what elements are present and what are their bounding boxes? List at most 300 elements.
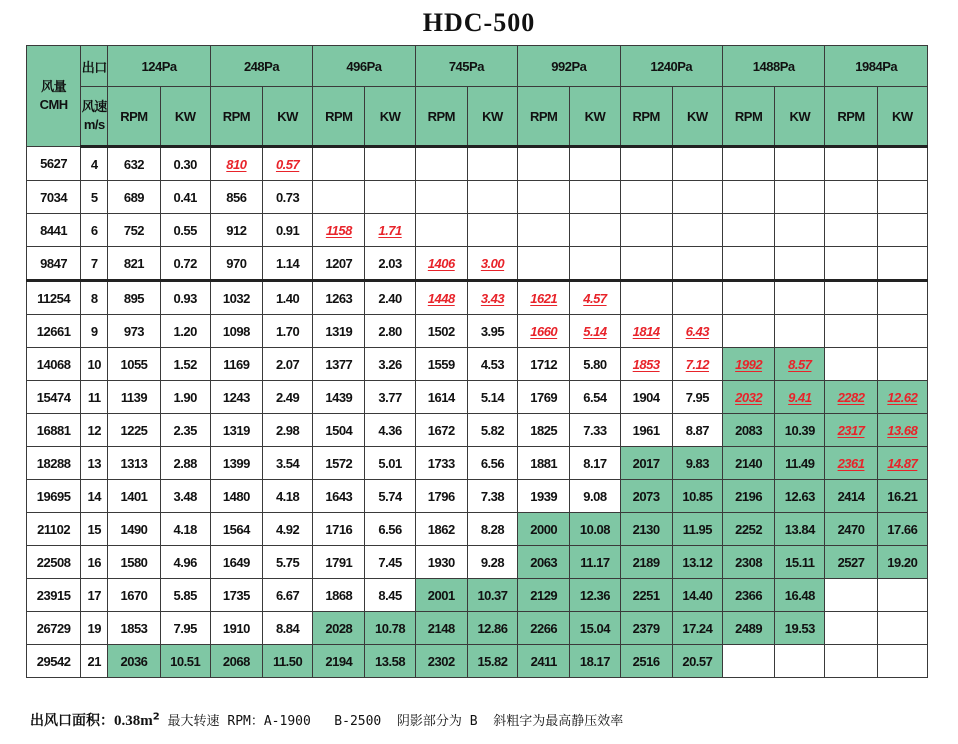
kw-cell: 11.49	[775, 447, 825, 480]
rpm-cell: 1139	[108, 381, 160, 414]
kw-cell: 10.78	[365, 612, 415, 645]
rpm-cell	[825, 315, 877, 348]
kw-cell: 6.56	[365, 513, 415, 546]
kw-cell	[672, 214, 722, 247]
table-row	[27, 447, 928, 480]
kw-cell: 9.28	[467, 546, 517, 579]
pressure-header: 124Pa	[108, 46, 210, 87]
kw-cell: 11.50	[263, 645, 313, 678]
rpm-cell: 1313	[108, 447, 160, 480]
rpm-cell: 2489	[722, 612, 774, 645]
kw-cell: 3.43	[467, 281, 517, 315]
rpm-cell: 1825	[518, 414, 570, 447]
kw-cell: 10.08	[570, 513, 620, 546]
kw-cell: 17.24	[672, 612, 722, 645]
kw-header: KW	[775, 87, 825, 147]
kw-cell: 5.74	[365, 480, 415, 513]
rpm-cell: 1490	[108, 513, 160, 546]
kw-cell: 2.49	[263, 381, 313, 414]
pressure-header: 248Pa	[210, 46, 312, 87]
kw-cell: 5.80	[570, 348, 620, 381]
rpm-cell	[518, 214, 570, 247]
kw-cell	[877, 147, 927, 181]
velocity-cell: 15	[81, 513, 108, 546]
kw-cell: 0.91	[263, 214, 313, 247]
rpm-cell: 2266	[518, 612, 570, 645]
rpm-cell: 1055	[108, 348, 160, 381]
rpm-cell	[415, 147, 467, 181]
kw-cell: 20.57	[672, 645, 722, 678]
rpm-cell	[313, 181, 365, 214]
kw-cell: 2.40	[365, 281, 415, 315]
airflow-cell: 8441	[27, 214, 81, 247]
kw-cell: 4.57	[570, 281, 620, 315]
kw-cell: 17.66	[877, 513, 927, 546]
rpm-cell: 2001	[415, 579, 467, 612]
kw-cell: 16.21	[877, 480, 927, 513]
rpm-cell: 632	[108, 147, 160, 181]
velocity-cell: 9	[81, 315, 108, 348]
airflow-unit: CMH	[39, 97, 68, 112]
kw-cell: 0.55	[160, 214, 210, 247]
velocity-cell: 5	[81, 181, 108, 214]
rpm-cell: 1769	[518, 381, 570, 414]
kw-cell: 12.86	[467, 612, 517, 645]
airflow-cell: 14068	[27, 348, 81, 381]
kw-cell: 3.00	[467, 247, 517, 281]
kw-cell: 2.88	[160, 447, 210, 480]
kw-cell	[672, 281, 722, 315]
rpm-cell: 821	[108, 247, 160, 281]
kw-cell	[877, 645, 927, 678]
kw-cell	[877, 214, 927, 247]
velocity-label: 风速	[81, 99, 107, 114]
rpm-cell: 2361	[825, 447, 877, 480]
kw-cell: 13.68	[877, 414, 927, 447]
kw-cell: 19.53	[775, 612, 825, 645]
kw-cell: 0.41	[160, 181, 210, 214]
airflow-header	[27, 46, 81, 147]
rpm-cell: 1580	[108, 546, 160, 579]
rpm-cell: 2196	[722, 480, 774, 513]
velocity-cell: 13	[81, 447, 108, 480]
rpm-cell: 2000	[518, 513, 570, 546]
rpm-cell: 973	[108, 315, 160, 348]
rpm-header: RPM	[620, 87, 672, 147]
kw-cell: 11.17	[570, 546, 620, 579]
kw-cell	[877, 247, 927, 281]
kw-cell	[672, 181, 722, 214]
kw-cell: 2.80	[365, 315, 415, 348]
kw-cell: 5.14	[467, 381, 517, 414]
rpm-cell: 1660	[518, 315, 570, 348]
rpm-cell: 1939	[518, 480, 570, 513]
velocity-header	[81, 87, 108, 147]
velocity-cell: 4	[81, 147, 108, 181]
kw-cell: 2.07	[263, 348, 313, 381]
airflow-cell: 12661	[27, 315, 81, 348]
pressure-header: 745Pa	[415, 46, 517, 87]
kw-cell: 1.20	[160, 315, 210, 348]
rpm-cell: 2414	[825, 480, 877, 513]
table-row	[27, 414, 928, 447]
rpm-cell: 2470	[825, 513, 877, 546]
airflow-cell: 29542	[27, 645, 81, 678]
kw-cell: 7.95	[160, 612, 210, 645]
table-row	[27, 348, 928, 381]
velocity-cell: 16	[81, 546, 108, 579]
rpm-cell: 895	[108, 281, 160, 315]
rpm-header: RPM	[825, 87, 877, 147]
table-row	[27, 315, 928, 348]
kw-cell: 7.95	[672, 381, 722, 414]
kw-cell: 2.03	[365, 247, 415, 281]
kw-cell	[570, 147, 620, 181]
kw-header: KW	[467, 87, 517, 147]
pressure-header: 496Pa	[313, 46, 415, 87]
airflow-cell: 5627	[27, 147, 81, 181]
rpm-cell: 1225	[108, 414, 160, 447]
airflow-cell: 19695	[27, 480, 81, 513]
kw-cell	[775, 645, 825, 678]
kw-cell: 6.43	[672, 315, 722, 348]
velocity-unit: m/s	[83, 117, 105, 132]
rpm-cell: 912	[210, 214, 262, 247]
kw-header: KW	[672, 87, 722, 147]
kw-cell: 8.57	[775, 348, 825, 381]
kw-cell: 10.51	[160, 645, 210, 678]
rpm-cell	[518, 181, 570, 214]
rpm-cell: 1649	[210, 546, 262, 579]
rpm-cell	[722, 281, 774, 315]
rpm-cell: 1158	[313, 214, 365, 247]
footer-note	[30, 710, 623, 730]
rpm-cell	[825, 579, 877, 612]
kw-cell	[672, 247, 722, 281]
velocity-cell: 19	[81, 612, 108, 645]
airflow-cell: 26729	[27, 612, 81, 645]
table-row	[27, 645, 928, 678]
rpm-cell: 2083	[722, 414, 774, 447]
kw-cell: 4.18	[263, 480, 313, 513]
rpm-cell: 2032	[722, 381, 774, 414]
rpm-cell: 1480	[210, 480, 262, 513]
rpm-cell: 1862	[415, 513, 467, 546]
rpm-cell: 2063	[518, 546, 570, 579]
rpm-header: RPM	[722, 87, 774, 147]
rpm-header: RPM	[108, 87, 160, 147]
kw-cell: 5.14	[570, 315, 620, 348]
rpm-cell: 810	[210, 147, 262, 181]
rpm-cell: 1377	[313, 348, 365, 381]
rpm-cell: 1263	[313, 281, 365, 315]
kw-cell: 7.12	[672, 348, 722, 381]
rpm-cell: 2379	[620, 612, 672, 645]
rpm-cell	[620, 281, 672, 315]
rpm-cell: 2516	[620, 645, 672, 678]
rpm-cell: 1399	[210, 447, 262, 480]
rpm-cell	[620, 214, 672, 247]
kw-cell: 10.39	[775, 414, 825, 447]
rpm-cell: 2366	[722, 579, 774, 612]
kw-cell: 0.30	[160, 147, 210, 181]
table-row	[27, 214, 928, 247]
kw-cell: 0.73	[263, 181, 313, 214]
velocity-cell: 21	[81, 645, 108, 678]
airflow-cell: 22508	[27, 546, 81, 579]
kw-cell: 4.92	[263, 513, 313, 546]
rpm-header: RPM	[518, 87, 570, 147]
kw-cell: 4.18	[160, 513, 210, 546]
rpm-cell	[415, 214, 467, 247]
kw-cell	[467, 214, 517, 247]
kw-cell: 0.93	[160, 281, 210, 315]
kw-cell: 8.28	[467, 513, 517, 546]
rpm-cell: 1735	[210, 579, 262, 612]
rpm-cell: 2527	[825, 546, 877, 579]
table-row	[27, 147, 928, 181]
rpm-cell: 1401	[108, 480, 160, 513]
kw-cell: 0.72	[160, 247, 210, 281]
rpm-cell: 1032	[210, 281, 262, 315]
rpm-cell	[825, 612, 877, 645]
rpm-cell: 1853	[620, 348, 672, 381]
kw-cell: 9.08	[570, 480, 620, 513]
kw-cell: 13.12	[672, 546, 722, 579]
table-row	[27, 612, 928, 645]
rpm-cell: 2302	[415, 645, 467, 678]
rpm-cell: 2282	[825, 381, 877, 414]
rpm-cell: 1853	[108, 612, 160, 645]
rpm-cell: 2068	[210, 645, 262, 678]
rpm-cell	[722, 645, 774, 678]
velocity-cell: 6	[81, 214, 108, 247]
kw-cell: 2.35	[160, 414, 210, 447]
kw-cell: 1.14	[263, 247, 313, 281]
airflow-cell: 21102	[27, 513, 81, 546]
kw-cell	[775, 214, 825, 247]
rpm-cell: 1733	[415, 447, 467, 480]
kw-cell: 18.17	[570, 645, 620, 678]
rpm-cell: 1881	[518, 447, 570, 480]
kw-cell: 8.17	[570, 447, 620, 480]
kw-cell: 7.33	[570, 414, 620, 447]
kw-header: KW	[877, 87, 927, 147]
kw-cell: 9.41	[775, 381, 825, 414]
table-row	[27, 181, 928, 214]
kw-cell: 3.77	[365, 381, 415, 414]
velocity-cell: 12	[81, 414, 108, 447]
kw-cell: 8.87	[672, 414, 722, 447]
kw-cell: 14.87	[877, 447, 927, 480]
kw-cell: 19.20	[877, 546, 927, 579]
rpm-cell: 1614	[415, 381, 467, 414]
kw-cell: 6.56	[467, 447, 517, 480]
kw-cell: 3.48	[160, 480, 210, 513]
rpm-cell	[620, 181, 672, 214]
performance-table	[26, 45, 928, 678]
rpm-cell: 2017	[620, 447, 672, 480]
kw-cell	[877, 348, 927, 381]
pressure-header: 1240Pa	[620, 46, 722, 87]
kw-cell: 5.82	[467, 414, 517, 447]
rpm-cell: 2130	[620, 513, 672, 546]
kw-cell: 15.11	[775, 546, 825, 579]
kw-cell: 0.57	[263, 147, 313, 181]
rpm-cell: 1319	[313, 315, 365, 348]
velocity-cell: 14	[81, 480, 108, 513]
kw-cell: 5.01	[365, 447, 415, 480]
airflow-cell: 16881	[27, 414, 81, 447]
kw-cell	[775, 181, 825, 214]
rpm-cell: 1670	[108, 579, 160, 612]
kw-cell: 16.48	[775, 579, 825, 612]
kw-header: KW	[160, 87, 210, 147]
kw-cell: 5.85	[160, 579, 210, 612]
kw-cell: 5.75	[263, 546, 313, 579]
rpm-cell: 1868	[313, 579, 365, 612]
kw-cell	[672, 147, 722, 181]
kw-cell: 13.58	[365, 645, 415, 678]
kw-cell	[775, 315, 825, 348]
rpm-cell: 1319	[210, 414, 262, 447]
kw-cell: 12.36	[570, 579, 620, 612]
kw-cell: 6.67	[263, 579, 313, 612]
rpm-cell: 970	[210, 247, 262, 281]
rpm-cell	[518, 147, 570, 181]
rpm-cell: 2411	[518, 645, 570, 678]
rpm-cell: 1930	[415, 546, 467, 579]
kw-cell: 1.71	[365, 214, 415, 247]
area-superscript: 2	[152, 711, 160, 723]
rpm-cell	[722, 147, 774, 181]
pressure-header: 1984Pa	[825, 46, 928, 87]
kw-cell: 1.40	[263, 281, 313, 315]
rpm-cell: 1243	[210, 381, 262, 414]
rpm-cell	[313, 147, 365, 181]
kw-cell: 14.40	[672, 579, 722, 612]
airflow-label: 风量	[41, 79, 67, 94]
rpm-cell	[825, 281, 877, 315]
velocity-cell: 8	[81, 281, 108, 315]
rpm-cell: 1791	[313, 546, 365, 579]
kw-cell: 4.96	[160, 546, 210, 579]
kw-cell	[877, 612, 927, 645]
rpm-cell: 1448	[415, 281, 467, 315]
rpm-cell: 1643	[313, 480, 365, 513]
kw-cell	[467, 181, 517, 214]
table-row	[27, 513, 928, 546]
rpm-cell	[825, 348, 877, 381]
rpm-cell: 1207	[313, 247, 365, 281]
kw-cell: 1.70	[263, 315, 313, 348]
rpm-cell: 2036	[108, 645, 160, 678]
kw-cell: 2.98	[263, 414, 313, 447]
velocity-cell: 10	[81, 348, 108, 381]
kw-cell	[877, 579, 927, 612]
kw-cell: 3.26	[365, 348, 415, 381]
table-row	[27, 281, 928, 315]
rpm-cell: 2073	[620, 480, 672, 513]
kw-cell	[570, 214, 620, 247]
kw-header: KW	[365, 87, 415, 147]
kw-cell	[775, 247, 825, 281]
kw-cell	[570, 247, 620, 281]
rpm-cell: 1904	[620, 381, 672, 414]
kw-cell: 10.85	[672, 480, 722, 513]
rpm-cell: 2140	[722, 447, 774, 480]
kw-cell: 13.84	[775, 513, 825, 546]
rpm-cell: 2129	[518, 579, 570, 612]
table-row	[27, 480, 928, 513]
kw-cell: 7.45	[365, 546, 415, 579]
rpm-cell: 689	[108, 181, 160, 214]
kw-cell	[570, 181, 620, 214]
rpm-cell	[825, 181, 877, 214]
velocity-cell: 7	[81, 247, 108, 281]
rpm-cell	[825, 147, 877, 181]
rpm-cell: 1406	[415, 247, 467, 281]
rpm-cell: 1564	[210, 513, 262, 546]
kw-header: KW	[263, 87, 313, 147]
kw-cell: 12.62	[877, 381, 927, 414]
outlet-header: 出口	[81, 46, 108, 87]
table-row	[27, 579, 928, 612]
rpm-cell: 752	[108, 214, 160, 247]
kw-cell: 1.90	[160, 381, 210, 414]
kw-cell	[877, 315, 927, 348]
airflow-cell: 9847	[27, 247, 81, 281]
rpm-cell: 2308	[722, 546, 774, 579]
kw-cell: 4.36	[365, 414, 415, 447]
rpm-cell	[825, 247, 877, 281]
rpm-cell: 1439	[313, 381, 365, 414]
area-value: 0.38m	[114, 713, 153, 729]
velocity-cell: 11	[81, 381, 108, 414]
airflow-cell: 11254	[27, 281, 81, 315]
rpm-cell: 856	[210, 181, 262, 214]
rpm-cell: 1169	[210, 348, 262, 381]
kw-cell	[877, 281, 927, 315]
velocity-cell: 17	[81, 579, 108, 612]
airflow-cell: 18288	[27, 447, 81, 480]
rpm-cell: 1910	[210, 612, 262, 645]
pressure-header: 992Pa	[518, 46, 620, 87]
kw-cell: 15.82	[467, 645, 517, 678]
rpm-cell: 1504	[313, 414, 365, 447]
table-body	[27, 147, 928, 678]
rpm-cell: 2189	[620, 546, 672, 579]
airflow-cell: 23915	[27, 579, 81, 612]
kw-cell	[365, 147, 415, 181]
rpm-cell	[620, 247, 672, 281]
table-row	[27, 546, 928, 579]
kw-cell: 15.04	[570, 612, 620, 645]
kw-cell: 10.37	[467, 579, 517, 612]
rpm-cell: 1814	[620, 315, 672, 348]
footer-text: 最大转速 RPM：A-1900 B-2500 阴影部分为 B 斜粗字为最高静压效率	[159, 714, 624, 729]
rpm-cell: 1502	[415, 315, 467, 348]
kw-header: KW	[570, 87, 620, 147]
rpm-cell: 2252	[722, 513, 774, 546]
rpm-cell: 1621	[518, 281, 570, 315]
rpm-cell	[722, 181, 774, 214]
rpm-cell	[722, 247, 774, 281]
rpm-header: RPM	[415, 87, 467, 147]
rpm-cell: 1716	[313, 513, 365, 546]
kw-cell: 7.38	[467, 480, 517, 513]
rpm-cell: 1796	[415, 480, 467, 513]
